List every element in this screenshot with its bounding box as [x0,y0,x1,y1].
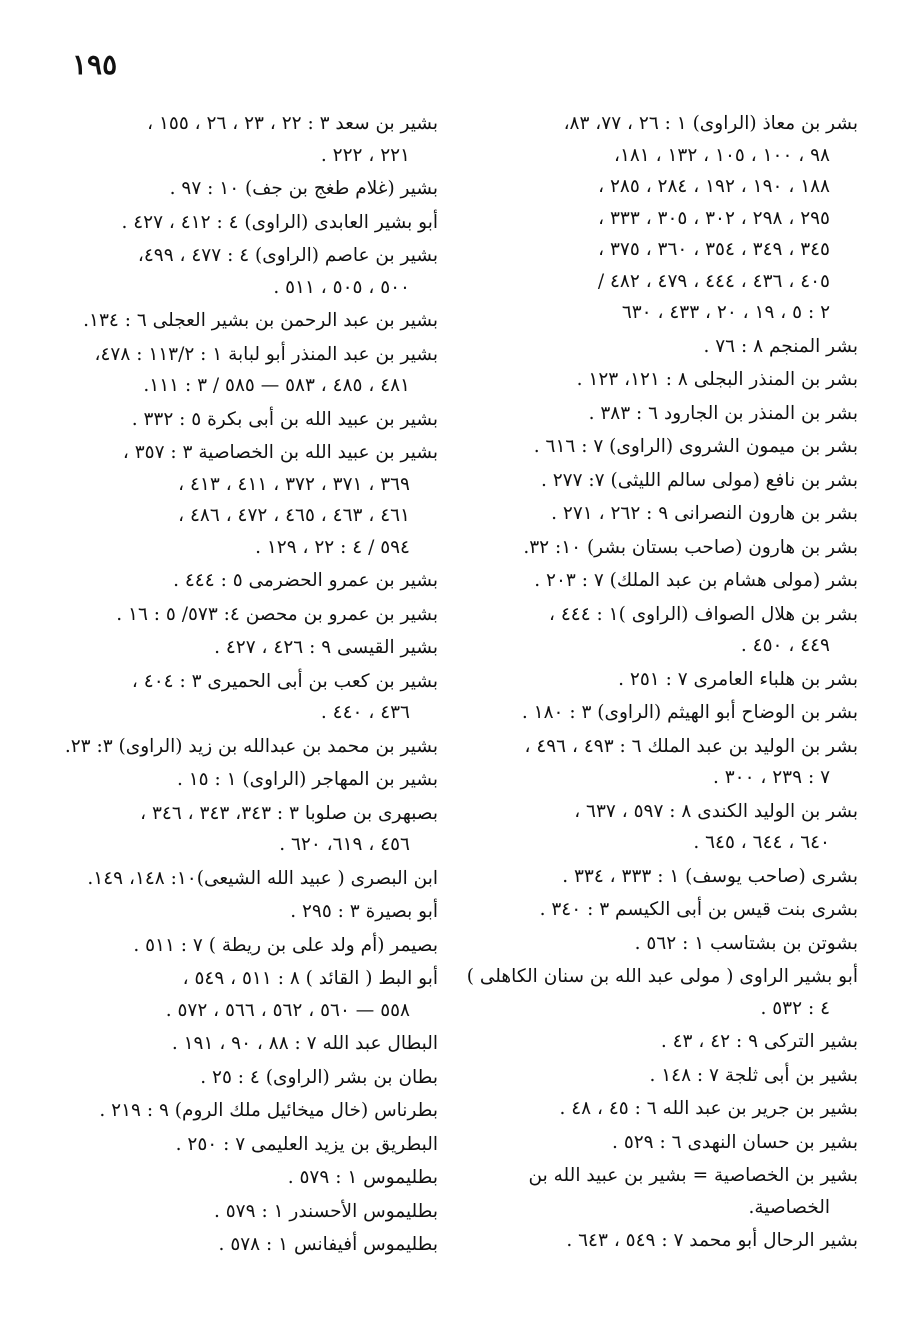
index-entry-line: أبو بصيرة ٣ : ٢٩٥ . [290,901,438,922]
index-entry [66,339,438,402]
index-column-right [462,108,858,1259]
index-entry [462,1127,858,1159]
index-entry [66,896,438,928]
index-entry-line: بشير بن أبى ثلجة ٧ : ١٤٨ . [649,1064,858,1086]
index-entry-continuation: ٤٠٥ ، ٤٣٦ ، ٤٤٤ ، ٤٧٩ ، ٤٨٢ / [597,270,830,292]
index-entry [66,240,438,303]
index-entry [66,305,438,337]
index-entry-line: بشوتن بن بشتاسب ١ : ٥٦٢ . [634,932,858,954]
index-entry [462,697,858,729]
index-entry-continuation: ٣٦٩ ، ٣٧١ ، ٣٧٢ ، ٤١١ ، ٤١٣ ، [178,473,410,495]
index-entry-line: بشر بن معاذ (الراوى) ١ : ٢٦ ، ٧٧، ٨٣، [563,113,858,134]
index-entry-line: بشير بن عبيد الله بن الخصاصية ٣ : ٣٥٧ ، [122,442,438,463]
index-entry [462,928,858,960]
index-entry-line: بشير التركى ٩ : ٤٢ ، ٤٣ . [660,1031,858,1052]
index-entry-continuation: ٦٤٠ ، ٦٤٤ ، ٦٤٥ . [693,832,830,853]
index-entry [66,1129,438,1161]
index-entry [66,173,438,205]
index-entry [462,861,858,893]
index-entry-line: بشير بن عبد المنذر أبو لبابة ١ : ١١٣/٢ : ٤٧٨، [94,343,438,365]
index-entry-line: بشرى بنت قيس بن أبى الكيسم ٣ : ٣٤٠ . [539,899,858,920]
index-entry [462,1060,858,1092]
index-entry [462,364,858,396]
index-entry-line: بشر بن هارون (صاحب بستان بشر) ١٠: ٣٢. [523,536,858,558]
index-entry-line: البطال عبد الله ٧ : ٨٨ ، ٩٠ ، ١٩١ . [171,1033,438,1054]
index-entry-line: بشر بن الوليد الكندى ٨ : ٥٩٧ ، ٦٣٧ ، [574,800,858,822]
index-entry-line: بطليموس ١ : ٥٧٩ . [287,1167,438,1188]
index-column-left [66,108,438,1263]
index-entry-line: بشر بن هلال الصواف (الراوى )١ : ٤٤٤ ، [548,603,858,625]
index-entry [66,863,438,895]
index-entry-line: أبو البط ( القائد ) ٨ : ٥١١ ، ٥٤٩ ، [182,968,438,989]
index-entry-continuation: ٥٠٠ ، ٥٠٥ ، ٥١١ . [273,276,410,298]
index-entry [66,599,438,631]
index-entry-line: بشير بن عمرو الحضرمى ٥ : ٤٤٤ . [173,570,438,591]
index-entry-line: بشير بن محمد بن عبدالله بن زيد (الراوى) ٣: ٢٣. [64,735,438,757]
index-entry-line: بصبهرى بن صلوبا ٣ : ٣٤٣، ٣٤٣ ، ٣٤٦ ، [140,802,438,824]
index-entry-continuation: ٧ : ٢٣٩ ، ٣٠٠ . [712,767,830,788]
index-entry-line: بشر بن هارون النصرانى ٩ : ٢٦٢ ، ٢٧١ . [551,503,858,524]
index-entry-line: بشر (مولى هشام بن عبد الملك) ٧ : ٢٠٣ . [534,570,858,591]
index-entry-line: ابن البصرى ( عبيد الله الشيعى)١٠: ١٤٨، ١٤٩. [87,867,438,889]
index-entry [462,565,858,597]
index-entry [66,632,438,664]
index-entry-continuation: ٤٣٦ ، ٤٤٠ . [320,702,410,723]
index-entry-continuation: ٤ : ٥٣٢ . [760,997,830,1019]
index-entry-continuation: ٤٤٩ ، ٤٥٠ . [740,635,830,656]
index-entry [66,108,438,171]
index-entry-continuation: ٣٤٥ ، ٣٤٩ ، ٣٥٤ ، ٣٦٠ ، ٣٧٥ ، [598,239,830,260]
index-entry-continuation: ٤٨١ ، ٤٨٥ ، ٥٨٣ — ٥٨٥ / ٣ : ١١١. [143,375,410,396]
index-entry-continuation: ١٨٨ ، ١٩٠ ، ١٩٢ ، ٢٨٤ ، ٢٨٥ ، [598,176,830,197]
index-entry [462,961,858,1024]
index-entry [66,1028,438,1060]
index-entry-continuation: ٢ : ٥ ، ١٩ ، ٢٠ ، ٤٣٣ ، ٦٣٠ [621,302,830,323]
index-entry [462,498,858,530]
index-entry-line: بشير بن عمرو بن محصن ٤: ٥٧٣/ ٥ : ١٦ . [116,603,438,625]
index-entry-line: بصيمر (أم ولد على بن ريطة ) ٧ : ٥١١ . [133,934,438,956]
index-entry-line: بشير (غلام طغج بن جف) ١٠ : ٩٧ . [169,178,438,199]
index-entry-line: بطليموس الأحسندر ١ : ٥٧٩ . [213,1200,438,1222]
index-entry-line: بشير بن جرير بن عبد الله ٦ : ٤٥ ، ٤٨ . [559,1098,858,1119]
index-entry [66,565,438,597]
index-entry-continuation: ٤٥٦ ، ٦١٩، ٦٢٠ . [279,834,410,855]
index-entry [66,963,438,1026]
index-entry [66,1229,438,1261]
index-entry-line: بشير الرحال أبو محمد ٧ : ٥٤٩ ، ٦٤٣ . [566,1230,858,1251]
index-entry [462,664,858,696]
index-entry [66,798,438,861]
index-entry-line: بشير بن سعد ٣ : ٢٢ ، ٢٣ ، ٢٦ ، ١٥٥ ، [147,113,438,134]
index-entry [462,796,858,859]
index-entry-continuation: ٢٢١ ، ٢٢٢ . [320,144,410,166]
index-entry-line: بطليموس أفيفانس ١ : ٥٧٨ . [218,1234,438,1255]
index-entry [66,1062,438,1094]
index-entry [66,930,438,962]
index-entry [66,1095,438,1127]
index-entry-continuation: ٥٩٤ / ٤ : ٢٢ ، ١٢٩ . [255,536,410,558]
page-number: ١٩٥ [72,48,118,81]
index-entry-line: بشر المنجم ٨ : ٧٦ . [703,335,858,357]
index-entry-line: بشرى (صاحب يوسف) ١ : ٣٣٣ ، ٣٣٤ . [562,865,858,887]
index-entry-line: بطرناس (خال ميخائيل ملك الروم) ٩ : ٢١٩ . [99,1100,438,1121]
index-entry-line: أبو بشير الراوى ( مولى عبد الله بن سنان الكاهلى ) [466,966,858,987]
index-entry-line: بشر بن نافع (مولى سالم الليثى) ٧: ٢٧٧ . [540,469,858,491]
index-entry-continuation: ٢٩٥ ، ٢٩٨ ، ٣٠٢ ، ٣٠٥ ، ٣٣٣ ، [598,207,830,229]
index-entry-line: بشر بن ميمون الشروى (الراوى) ٧ : ٦١٦ . [533,436,858,457]
index-entry [462,1026,858,1058]
index-entry-line: أبو بشير العابدى (الراوى) ٤ : ٤١٢ ، ٤٢٧ . [121,211,438,233]
index-entry [66,1196,438,1228]
index-entry [462,398,858,430]
index-entry-line: بشير بن عبيد الله بن أبى بكرة ٥ : ٣٣٢ . [131,408,438,430]
index-entry [462,1225,858,1257]
index-entry [462,532,858,564]
index-entry-line: بشر بن المنذر بن الجارود ٦ : ٣٨٣ . [588,402,858,424]
index-entry-line: بشير بن عبد الرحمن بن بشير العجلى ٦ : ١٣٤. [83,310,438,331]
index-entry-continuation: ٥٥٨ — ٥٦٠ ، ٥٦٢ ، ٥٦٦ ، ٥٧٢ . [165,999,410,1021]
index-entry [462,894,858,926]
index-entry [462,108,858,329]
index-entry-line: بشر بن الوضاح أبو الهيثم (الراوى) ٣ : ١٨٠ . [521,702,858,723]
index-entry [462,1160,858,1223]
index-entry-line: البطريق بن يزيد العليمى ٧ : ٢٥٠ . [175,1133,438,1155]
index-entry [66,1162,438,1194]
index-entry [462,1093,858,1125]
index-entry [66,764,438,796]
index-entry [66,731,438,763]
index-entry-line: بطان بن بشر (الراوى) ٤ : ٢٥ . [200,1066,438,1088]
index-entry-line: بشير بن الخصاصية = بشير بن عبيد الله بن [528,1165,858,1186]
index-entry [462,331,858,363]
index-entry [462,465,858,497]
index-entry-line: بشر بن المنذر البجلى ٨ : ١٢١، ١٢٣ . [576,369,858,390]
index-entry-line: بشير القيسى ٩ : ٤٢٦ ، ٤٢٧ . [214,637,438,658]
index-entry-line: بشر بن هلباء العامرى ٧ : ٢٥١ . [618,668,858,690]
index-entry [66,437,438,563]
index-entry-continuation: الخصاصية. [748,1196,830,1218]
index-entry-line: بشير بن المهاجر (الراوى) ١ : ١٥ . [176,769,438,790]
index-entry-line: بشر بن الوليد بن عبد الملك ٦ : ٤٩٣ ، ٤٩٦ ، [524,735,858,757]
index-entry [66,666,438,729]
index-entry [66,404,438,436]
index-entry-continuation: ٤٦١ ، ٤٦٣ ، ٤٦٥ ، ٤٧٢ ، ٤٨٦ ، [178,505,410,526]
index-entry [66,207,438,239]
index-entry-line: بشير بن كعب بن أبى الحميرى ٣ : ٤٠٤ ، [131,670,438,692]
index-entry [462,731,858,794]
index-entry [462,599,858,662]
index-entry-continuation: ٩٨ ، ١٠٠ ، ١٠٥ ، ١٣٢ ، ١٨١، [613,144,830,166]
index-entry-line: بشير بن عاصم (الراوى) ٤ : ٤٧٧ ، ٤٩٩، [137,245,438,266]
index-entry [462,431,858,463]
index-entry-line: بشير بن حسان النهدى ٦ : ٥٢٩ . [612,1131,858,1153]
